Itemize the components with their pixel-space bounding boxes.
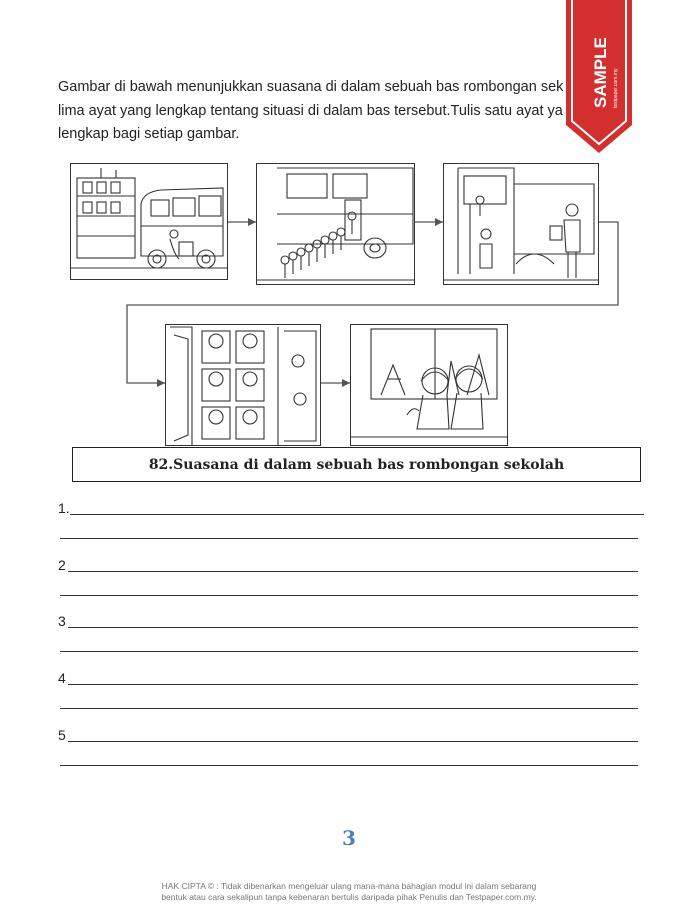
answer-line-2b[interactable] (60, 595, 638, 596)
teacher-checking-drawing (444, 164, 599, 285)
sample-stamp-sublabel: testpaper.com.my (613, 68, 619, 108)
answer-line-2a[interactable] (68, 571, 638, 572)
instruction-line-2: lima ayat yang lengkap tentang situasi di dalam bas tersebut.Tulis satu ayat ya (58, 102, 563, 119)
answer-line-3b[interactable] (60, 651, 638, 652)
answer-number-1: 1. (58, 500, 70, 516)
answer-line-1a[interactable] (70, 514, 644, 515)
picture-title: 82.Suasana di dalam sebuah bas rombongan sekolah (72, 447, 641, 482)
sample-stamp-label: SAMPLE (591, 37, 610, 108)
answer-line-5a[interactable] (68, 741, 638, 742)
answer-number-4: 4 (58, 670, 66, 686)
answer-line-1b[interactable] (60, 538, 638, 539)
answer-line-5b[interactable] (60, 765, 638, 766)
picture-panel-1 (70, 163, 228, 280)
picture-panel-4 (165, 324, 321, 446)
copyright-line-1: HAK CIPTA © : Tidak dibenarkan mengeluar ulang mana-mana bahagian modul ini dalam sebarang (161, 881, 537, 891)
answer-number-2: 2 (58, 557, 66, 573)
instruction-line-3: lengkap bagi setiap gambar. (58, 126, 240, 142)
girls-chatting-drawing (351, 325, 508, 446)
answer-number-5: 5 (58, 727, 66, 743)
picture-panel-5 (350, 324, 508, 446)
picture-panel-2 (256, 163, 415, 285)
picture-panel-3 (443, 163, 599, 285)
instruction-line-1: Gambar di bawah menunjukkan suasana di dalam sebuah bas rombongan sek (58, 79, 564, 95)
pupils-seated-drawing (166, 325, 321, 446)
answer-line-4a[interactable] (68, 684, 638, 685)
page-number: 3 (342, 826, 356, 850)
pupils-queue-drawing (257, 164, 415, 285)
bus-at-school-drawing (71, 164, 228, 280)
answer-number-3: 3 (58, 613, 66, 629)
answer-line-3a[interactable] (68, 627, 638, 628)
answer-line-4b[interactable] (60, 708, 638, 709)
copyright-line-2: bentuk atau cara sekalipun tanpa kebenaran bertulis daripada pihak Penulis dan Testpaper.com.my. (161, 892, 537, 902)
